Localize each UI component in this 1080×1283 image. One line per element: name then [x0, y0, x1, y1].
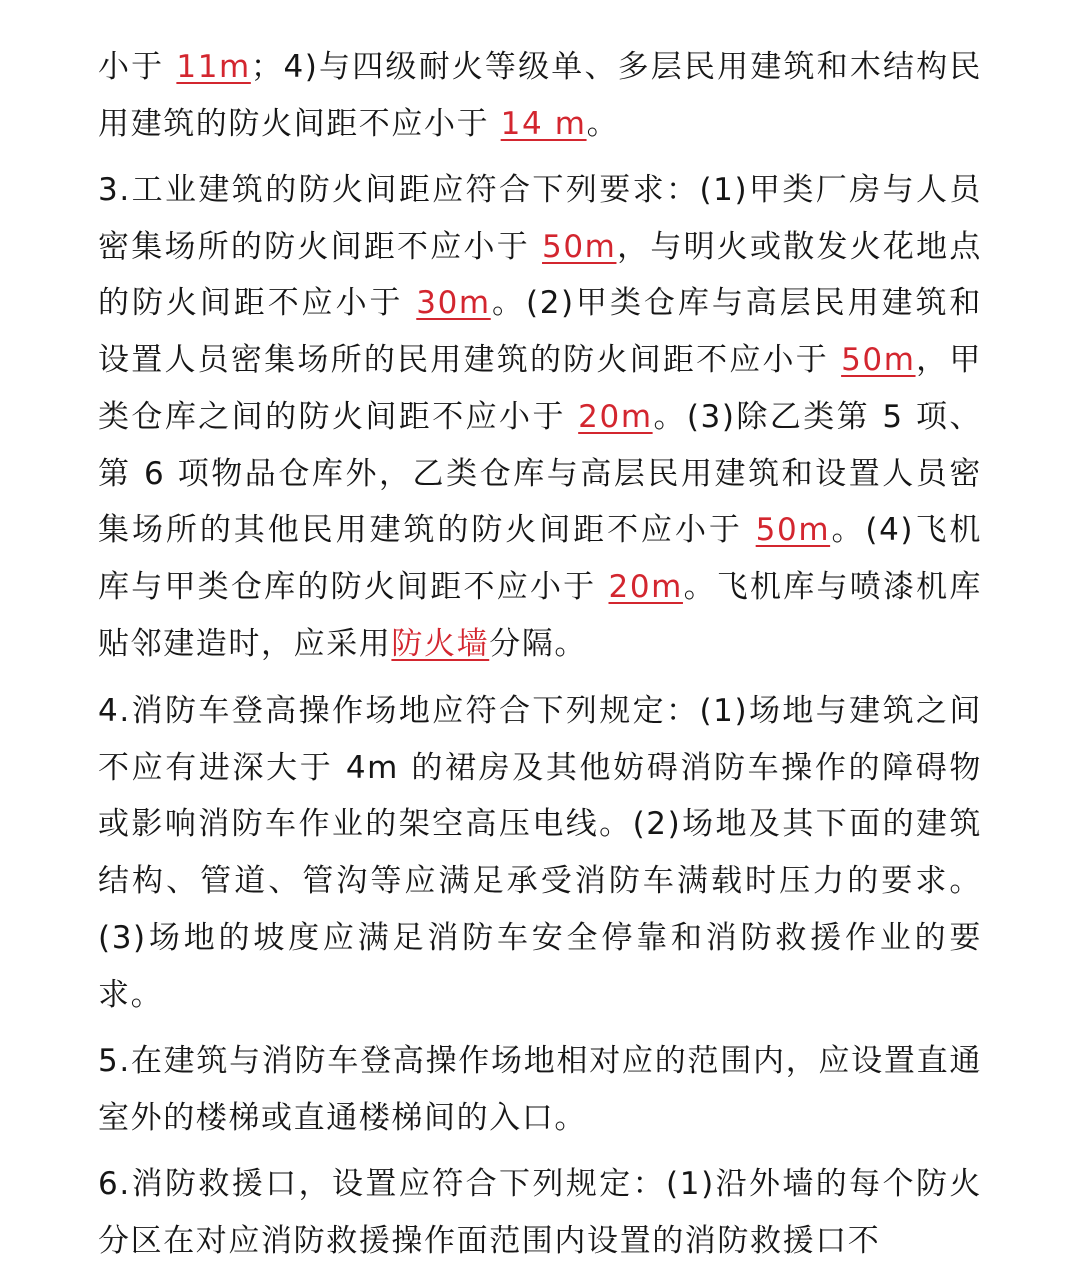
- highlighted-value: 20m: [578, 398, 653, 435]
- highlighted-value: 50m: [542, 228, 617, 265]
- text-segment: ；4)与四级耐火等级单、多层民用建筑和木结构民用建筑的防火间距不应小于: [98, 49, 982, 142]
- text-segment: 。(3)除乙类第 5 项、第 6 项物品仓库外，乙类仓库与高层民用建筑和设置人员密集场所的其他民用建筑的防火间距不应小于: [98, 398, 982, 549]
- highlighted-value: 20m: [608, 568, 683, 605]
- text-segment: 3.工业建筑的防火间距应符合下列要求：(1)甲类厂房与人员密集场所的防火间距不应小于: [98, 172, 982, 265]
- text-segment: 。(2)甲类仓库与高层民用建筑和设置人员密集场所的民用建筑的防火间距不应小于: [98, 285, 982, 379]
- highlighted-value: 50m: [841, 342, 916, 379]
- text-segment: 分隔。: [489, 625, 588, 662]
- highlighted-value: 30m: [416, 285, 491, 322]
- text-segment: 6.消防救援口，设置应符合下列规定：(1)沿外墙的每个防火分区在对应消防救援操作面范围内设置的消防救援口不: [98, 1166, 982, 1259]
- highlighted-value: 11m: [176, 49, 251, 85]
- highlighted-value: 防火墙: [391, 625, 490, 662]
- highlighted-value: 14 m: [500, 105, 587, 142]
- paragraph-industrial-spacing: [98, 162, 982, 672]
- text-segment: 4.消防车登高操作场地应符合下列规定：(1)场地与建筑之间不应有进深大于 4m 的裙房及其他妨碍消防车操作的障碍物或影响消防车作业的架空高压电线。(2)场地及其下面的建筑结构、管道、管沟等应满足承受消防车满载时压力的要求。(3)场地的坡度应满足消防车安全停靠和消防救援作业的要求。: [98, 693, 982, 1013]
- paragraph-aerial-operation-site: [98, 683, 982, 1023]
- text-segment: 5.在建筑与消防车登高操作场地相对应的范围内，应设置直通室外的楼梯或直通楼梯间的入口。: [98, 1043, 982, 1136]
- paragraph-stair-access: [98, 1033, 982, 1146]
- text-segment: 小于: [98, 49, 177, 85]
- text-segment: 。: [586, 105, 620, 142]
- paragraph-residential-spacing-end: [98, 39, 982, 152]
- text-segment: ，与明火或散发火花地点的防火间距不应小于: [98, 228, 982, 322]
- highlighted-value: 50m: [755, 512, 831, 549]
- text-segment: 。飞机库与喷漆机库贴邻建造时，应采用: [98, 568, 982, 662]
- paragraph-rescue-openings: [98, 1156, 982, 1269]
- text-segment: 。(4)飞机库与甲类仓库的防火间距不应小于: [98, 512, 982, 605]
- text-segment: ，甲类仓库之间的防火间距不应小于: [98, 342, 983, 435]
